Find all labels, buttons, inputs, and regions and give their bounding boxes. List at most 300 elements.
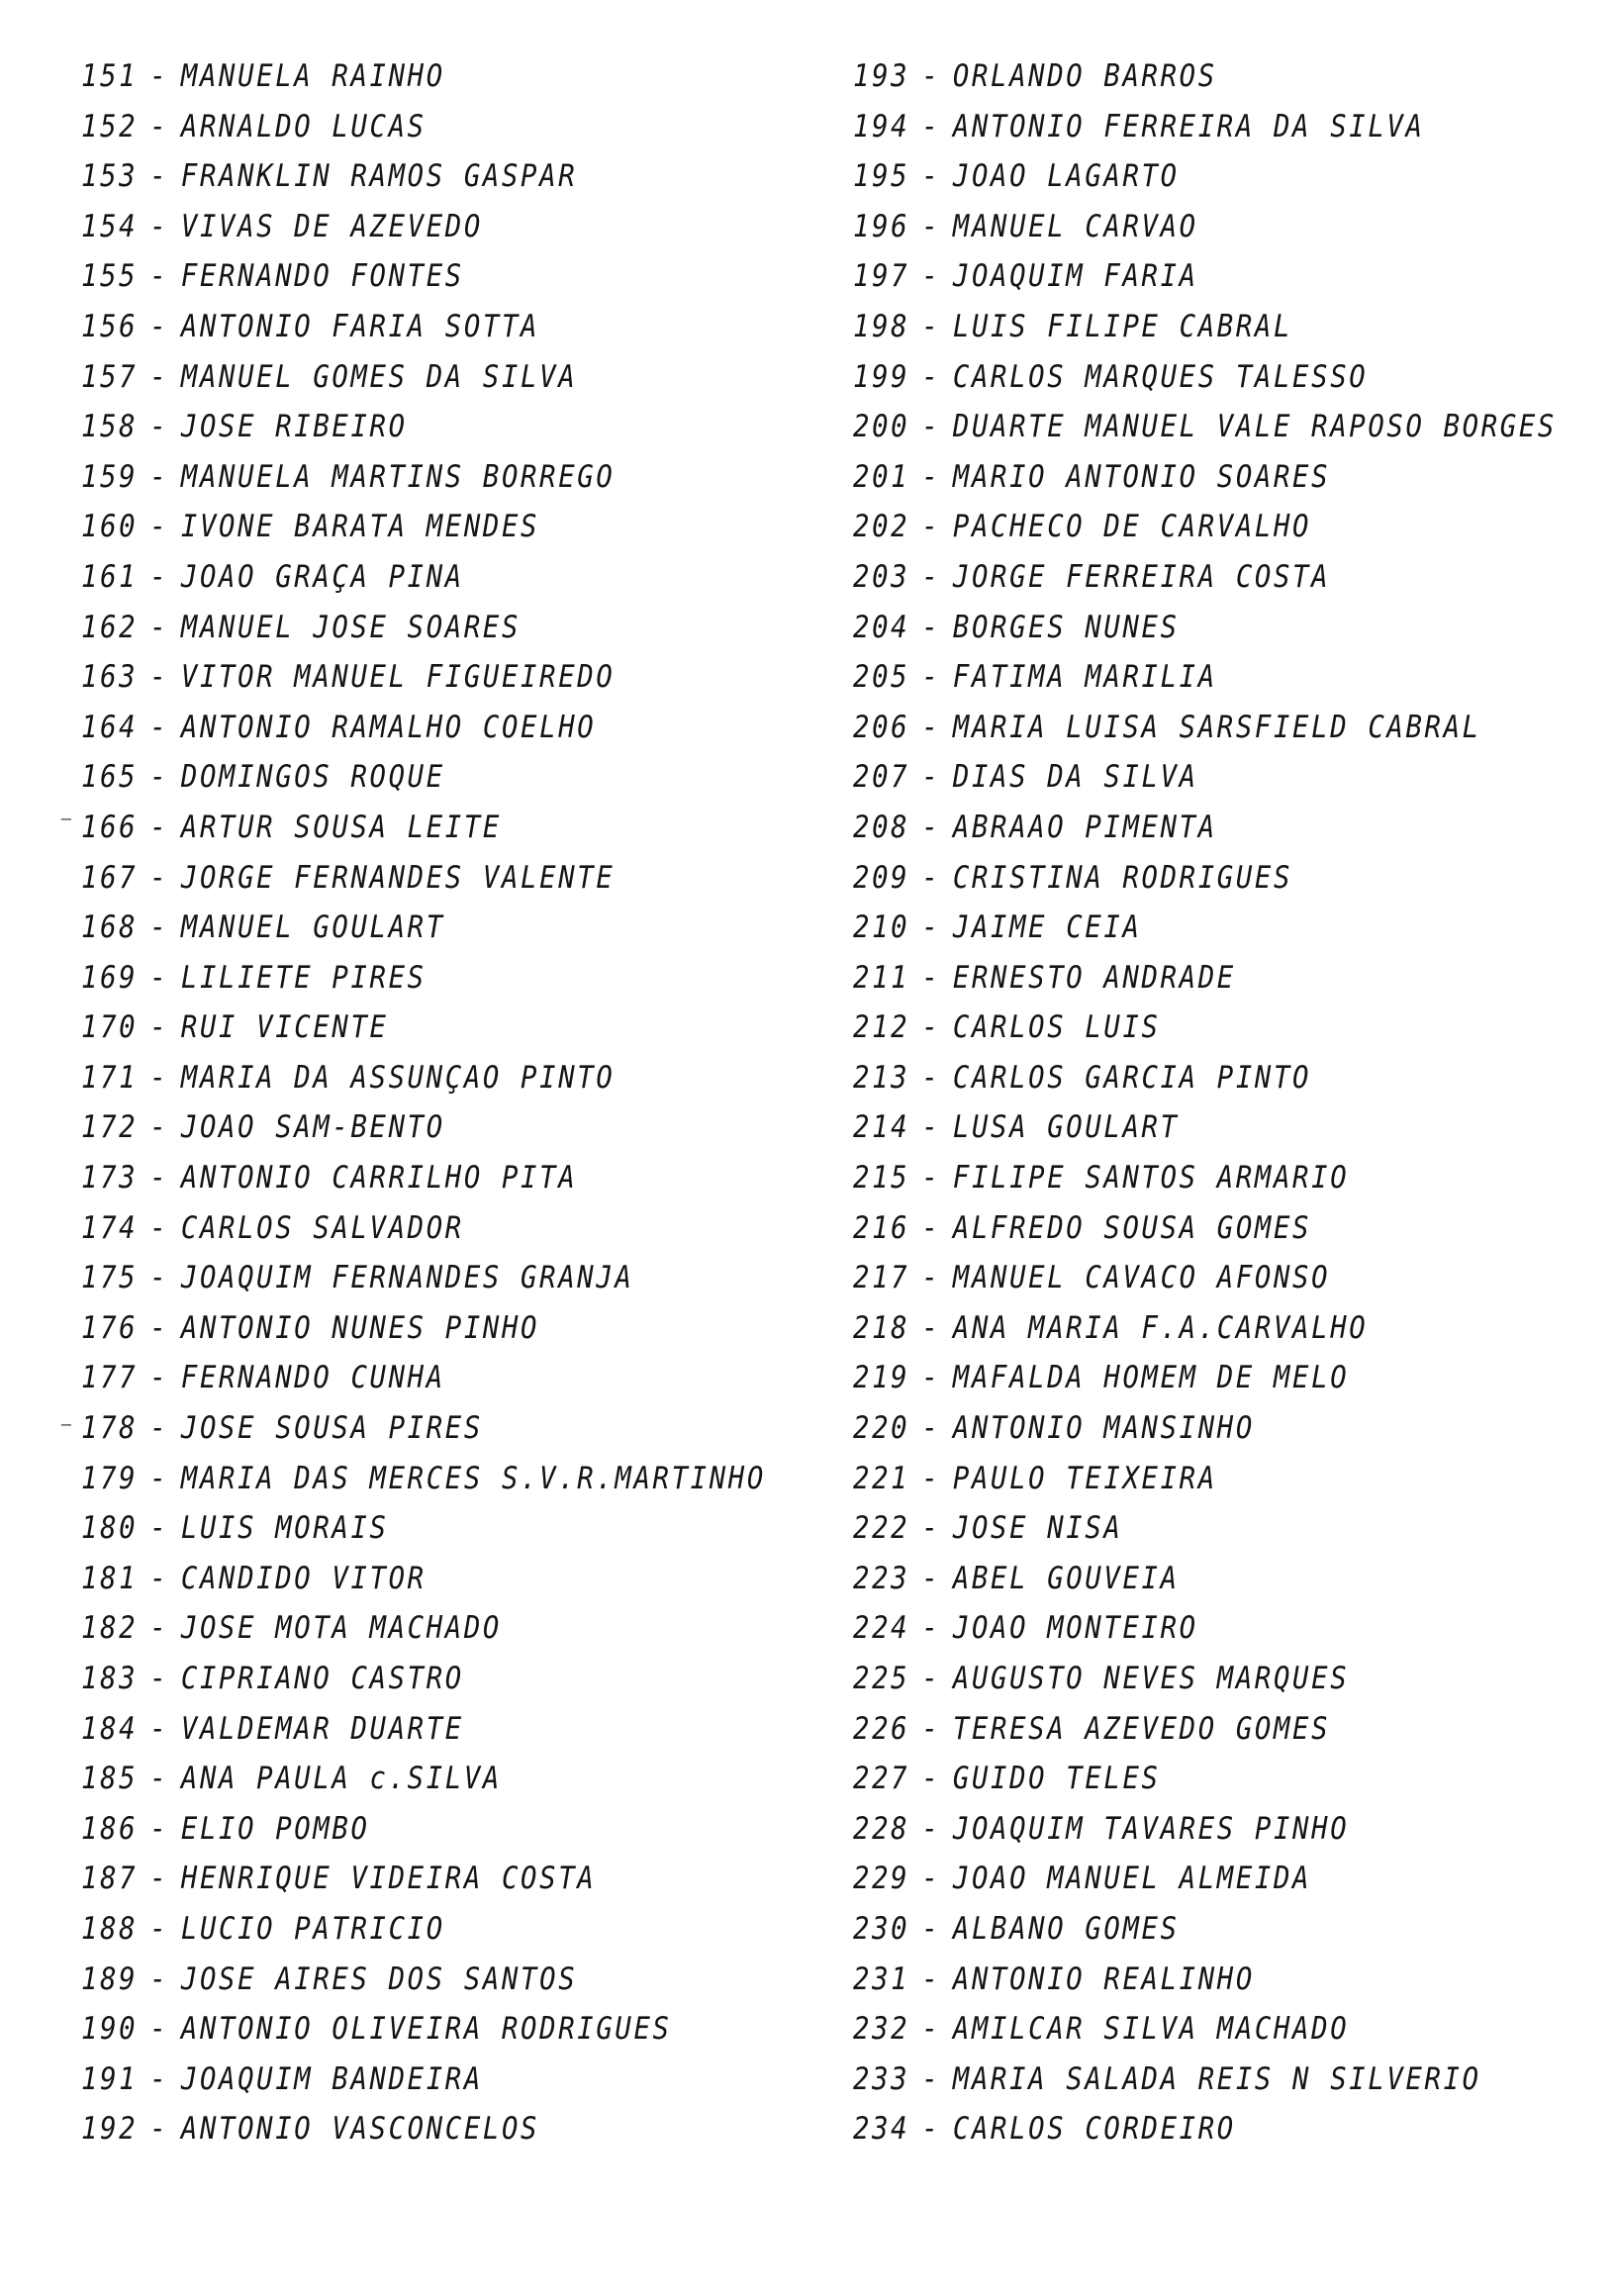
entry-number: 166 [81, 809, 139, 845]
list-item [853, 1955, 1524, 2005]
list-item [853, 1053, 1524, 1103]
entry-name: MANUELA MARTINS BORREGO [180, 458, 616, 495]
entry-name: LUCIO PATRICIO [180, 1910, 445, 1947]
entry-name: MANUEL JOSE SOARES [180, 609, 522, 645]
entry-number: 224 [853, 1610, 910, 1647]
entry-separator: - [921, 959, 941, 996]
entry-separator: - [921, 1861, 941, 1897]
entry-separator: - [149, 558, 169, 595]
entry-separator: - [921, 1460, 941, 1496]
entry-name: ARTUR SOUSA LEITE [180, 809, 502, 845]
entry-number: 154 [81, 208, 139, 244]
entry-separator: - [149, 1410, 169, 1447]
list-item [81, 1303, 760, 1354]
list-item [853, 953, 1524, 1004]
entry-separator: - [149, 809, 169, 845]
entry-separator: - [921, 1360, 941, 1396]
entry-number: 195 [853, 158, 910, 195]
entry-name: ERNESTO ANDRADE [952, 959, 1236, 996]
list-item [853, 51, 1524, 102]
entry-separator: - [921, 1961, 941, 1997]
entry-number: 185 [81, 1761, 139, 1797]
entry-name: VIVAS DE AZEVEDO [180, 208, 483, 244]
entry-separator: - [149, 1309, 169, 1346]
list-item [853, 1102, 1524, 1153]
entry-number: 156 [81, 308, 139, 344]
list-item [853, 853, 1524, 904]
entry-separator: - [149, 458, 169, 495]
entry-number: 183 [81, 1661, 139, 1696]
entry-name: JOSE NISA [952, 1510, 1123, 1547]
list-item [81, 603, 760, 653]
entry-name: JORGE FERNANDES VALENTE [180, 859, 616, 896]
entry-number: 187 [81, 1861, 139, 1897]
entry-name: CANDIDO VITOR [180, 1560, 427, 1596]
entry-separator: - [149, 1761, 169, 1797]
entry-separator: - [921, 2111, 941, 2148]
right-name-list [853, 51, 1615, 2154]
entry-name: TERESA AZEVEDO GOMES [952, 1710, 1331, 1747]
entry-separator: - [149, 709, 169, 745]
list-item [81, 1053, 760, 1103]
list-item [853, 151, 1524, 202]
entry-separator: - [921, 909, 941, 946]
entry-separator: - [921, 458, 941, 495]
entry-name: ELIO POMBO [180, 1810, 370, 1847]
entry-separator: - [149, 759, 169, 796]
list-item [81, 1403, 760, 1454]
entry-name: MARIO ANTONIO SOARES [952, 458, 1331, 495]
entry-number: 172 [81, 1109, 139, 1146]
entry-number: 220 [853, 1410, 910, 1447]
entry-name: GUIDO TELES [952, 1761, 1161, 1797]
list-item [81, 1203, 760, 1254]
list-item [81, 1754, 760, 1804]
entry-number: 222 [853, 1510, 910, 1547]
entry-name: JOAO MANUEL ALMEIDA [952, 1861, 1312, 1897]
entry-name: ALBANO GOMES [952, 1910, 1180, 1947]
entry-number: 205 [853, 659, 910, 696]
entry-separator: - [149, 1810, 169, 1847]
list-item [853, 603, 1524, 653]
entry-separator: - [149, 2111, 169, 2148]
entry-separator: - [149, 609, 169, 645]
entry-separator: - [149, 358, 169, 395]
entry-name: IVONE BARATA MENDES [180, 509, 540, 545]
entry-number: 230 [853, 1910, 910, 1947]
list-item [853, 1904, 1524, 1955]
list-item [853, 1253, 1524, 1303]
entry-separator: - [149, 1661, 169, 1696]
entry-name: RUI VICENTE [180, 1009, 389, 1046]
list-item [81, 102, 760, 152]
list-item [81, 1003, 760, 1053]
entry-name: CARLOS SALVADOR [180, 1209, 464, 1246]
entry-name: JOAO SAM-BENTO [180, 1109, 445, 1146]
list-item [853, 552, 1524, 603]
entry-separator: - [921, 208, 941, 244]
entry-name: JOSE MOTA MACHADO [180, 1610, 502, 1647]
entry-number: 190 [81, 2011, 139, 2048]
entry-number: 197 [853, 258, 910, 295]
entry-number: 218 [853, 1309, 910, 1346]
entry-number: 174 [81, 1209, 139, 1246]
entry-name: MAFALDA HOMEM DE MELO [952, 1360, 1350, 1396]
entry-name: CARLOS CORDEIRO [952, 2111, 1236, 2148]
entry-number: 175 [81, 1260, 139, 1296]
list-item [853, 1403, 1524, 1454]
entry-number: 181 [81, 1560, 139, 1596]
entry-name: ANTONIO OLIVEIRA RODRIGUES [180, 2011, 672, 2048]
entry-name: CARLOS GARCIA PINTO [952, 1059, 1312, 1096]
pen-mark: ⁻ [59, 1415, 73, 1445]
entry-number: 161 [81, 558, 139, 595]
entry-name: ABRAAO PIMENTA [952, 809, 1217, 845]
entry-name: PACHECO DE CARVALHO [952, 509, 1312, 545]
entry-number: 226 [853, 1710, 910, 1747]
entry-number: 184 [81, 1710, 139, 1747]
entry-number: 152 [81, 108, 139, 144]
entry-name: HENRIQUE VIDEIRA COSTA [180, 1861, 597, 1897]
entry-name: JOAO MONTEIRO [952, 1610, 1198, 1647]
entry-number: 210 [853, 909, 910, 946]
entry-separator: - [921, 1009, 941, 1046]
entry-name: MANUEL GOULART [180, 909, 445, 946]
entry-number: 188 [81, 1910, 139, 1947]
entry-number: 167 [81, 859, 139, 896]
list-item [81, 1654, 760, 1704]
entry-separator: - [149, 1710, 169, 1747]
entry-number: 219 [853, 1360, 910, 1396]
list-item [853, 502, 1524, 552]
list-item [853, 1503, 1524, 1554]
list-item [853, 1654, 1524, 1704]
entry-separator: - [149, 1861, 169, 1897]
entry-name: MARIA LUISA SARSFIELD CABRAL [952, 709, 1481, 745]
list-item [853, 652, 1524, 703]
list-item [853, 302, 1524, 352]
list-item [81, 2055, 760, 2105]
entry-separator: - [149, 409, 169, 445]
list-item [853, 1153, 1524, 1203]
list-item [853, 1303, 1524, 1354]
entry-separator: - [921, 1160, 941, 1196]
entry-name: CIPRIANO CASTRO [180, 1661, 464, 1696]
entry-separator: - [921, 308, 941, 344]
list-item [853, 452, 1524, 503]
entry-number: 162 [81, 609, 139, 645]
entry-name: DUARTE MANUEL VALE RAPOSO BORGES [952, 409, 1557, 445]
entry-name: ANTONIO VASCONCELOS [180, 2111, 540, 2148]
entry-separator: - [921, 1761, 941, 1797]
entry-separator: - [921, 108, 941, 144]
entry-number: 211 [853, 959, 910, 996]
list-item [81, 1253, 760, 1303]
entry-number: 227 [853, 1761, 910, 1797]
entry-number: 228 [853, 1810, 910, 1847]
list-item [81, 1854, 760, 1904]
list-item [853, 1603, 1524, 1654]
entry-name: JOSE RIBEIRO [180, 409, 408, 445]
entry-name: MARIA SALADA REIS N SILVERIO [952, 2060, 1481, 2097]
entry-name: ANTONIO REALINHO [952, 1961, 1255, 1997]
list-item [853, 1804, 1524, 1855]
entry-number: 203 [853, 558, 910, 595]
entry-name: ANTONIO CARRILHO PITA [180, 1160, 578, 1196]
entry-name: CARLOS LUIS [952, 1009, 1161, 1046]
list-item [853, 803, 1524, 853]
entry-name: AUGUSTO NEVES MARQUES [952, 1661, 1350, 1696]
list-item [81, 752, 760, 803]
entry-name: MARIA DA ASSUNÇAO PINTO [180, 1059, 616, 1096]
list-item [81, 652, 760, 703]
entry-separator: - [149, 1560, 169, 1596]
list-item [853, 1704, 1524, 1755]
entry-separator: - [921, 158, 941, 195]
entry-number: 208 [853, 809, 910, 845]
entry-number: 160 [81, 509, 139, 545]
entry-number: 196 [853, 208, 910, 244]
entry-name: MANUEL CAVACO AFONSO [952, 1260, 1331, 1296]
entry-separator: - [149, 509, 169, 545]
entry-name: JOSE SOUSA PIRES [180, 1410, 483, 1447]
entry-name: VALDEMAR DUARTE [180, 1710, 464, 1747]
entry-separator: - [149, 308, 169, 344]
entry-separator: - [149, 909, 169, 946]
entry-separator: - [149, 258, 169, 295]
list-item [81, 402, 760, 452]
list-item [81, 1353, 760, 1403]
entry-name: ANTONIO RAMALHO COELHO [180, 709, 597, 745]
list-item [81, 2004, 760, 2055]
list-item [81, 51, 760, 102]
list-item [81, 151, 760, 202]
entry-separator: - [149, 659, 169, 696]
entry-number: 186 [81, 1810, 139, 1847]
entry-name: JOAQUIM BANDEIRA [180, 2060, 483, 2097]
entry-name: ANTONIO MANSINHO [952, 1410, 1255, 1447]
entry-separator: - [149, 959, 169, 996]
entry-number: 217 [853, 1260, 910, 1296]
entry-separator: - [921, 1810, 941, 1847]
entry-separator: - [149, 859, 169, 896]
entry-separator: - [921, 1510, 941, 1547]
list-item [81, 2104, 760, 2154]
entry-number: 201 [853, 458, 910, 495]
entry-number: 233 [853, 2060, 910, 2097]
list-item [853, 1854, 1524, 1904]
entry-name: MANUELA RAINHO [180, 58, 445, 94]
entry-separator: - [921, 1260, 941, 1296]
entry-number: 204 [853, 609, 910, 645]
list-item [81, 703, 760, 753]
entry-separator: - [149, 2011, 169, 2048]
entry-name: FERNANDO FONTES [180, 258, 464, 295]
list-item [853, 1554, 1524, 1604]
entry-separator: - [149, 1510, 169, 1547]
list-item [853, 1754, 1524, 1804]
entry-name: LUIS FILIPE CABRAL [952, 308, 1293, 344]
entry-separator: - [921, 1410, 941, 1447]
entry-separator: - [149, 208, 169, 244]
entry-number: 213 [853, 1059, 910, 1096]
entry-number: 234 [853, 2111, 910, 2148]
list-item [81, 803, 760, 853]
entry-name: JOAQUIM FERNANDES GRANJA [180, 1260, 634, 1296]
entry-number: 194 [853, 108, 910, 144]
entry-name: VITOR MANUEL FIGUEIREDO [180, 659, 616, 696]
entry-name: MANUEL CARVAO [952, 208, 1198, 244]
list-item [853, 1003, 1524, 1053]
entry-number: 229 [853, 1861, 910, 1897]
list-item [853, 1454, 1524, 1504]
list-item [853, 2104, 1524, 2154]
entry-name: ANTONIO FERREIRA DA SILVA [952, 108, 1425, 144]
entry-separator: - [149, 1109, 169, 1146]
entry-number: 176 [81, 1309, 139, 1346]
entry-number: 192 [81, 2111, 139, 2148]
entry-number: 168 [81, 909, 139, 946]
entry-separator: - [921, 609, 941, 645]
list-item [81, 1704, 760, 1755]
entry-separator: - [149, 1260, 169, 1296]
entry-number: 200 [853, 409, 910, 445]
pen-mark: ⁻ [59, 810, 73, 839]
entry-name: MANUEL GOMES DA SILVA [180, 358, 578, 395]
entry-number: 165 [81, 759, 139, 796]
entry-name: LUSA GOULART [952, 1109, 1180, 1146]
entry-separator: - [921, 1109, 941, 1146]
entry-separator: - [149, 1209, 169, 1246]
entry-separator: - [921, 1309, 941, 1346]
entry-number: 173 [81, 1160, 139, 1196]
entry-separator: - [921, 358, 941, 395]
entry-number: 163 [81, 659, 139, 696]
entry-number: 178 [81, 1410, 139, 1447]
entry-name: ANTONIO NUNES PINHO [180, 1309, 540, 1346]
entry-number: 169 [81, 959, 139, 996]
entry-name: FRANKLIN RAMOS GASPAR [180, 158, 578, 195]
list-item [853, 1203, 1524, 1254]
list-item [853, 102, 1524, 152]
list-item [853, 352, 1524, 403]
list-item [81, 1102, 760, 1153]
list-item [81, 1603, 760, 1654]
entry-separator: - [921, 409, 941, 445]
entry-separator: - [149, 1059, 169, 1096]
list-item [81, 352, 760, 403]
entry-number: 157 [81, 358, 139, 395]
entry-number: 158 [81, 409, 139, 445]
entry-name: FATIMA MARILIA [952, 659, 1217, 696]
entry-number: 232 [853, 2011, 910, 2048]
list-item [81, 953, 760, 1004]
entry-separator: - [921, 509, 941, 545]
entry-separator: - [921, 709, 941, 745]
entry-separator: - [921, 558, 941, 595]
entry-number: 191 [81, 2060, 139, 2097]
entry-separator: - [149, 1460, 169, 1496]
entry-number: 177 [81, 1360, 139, 1396]
list-item [81, 1503, 760, 1554]
entry-number: 180 [81, 1510, 139, 1547]
entry-number: 170 [81, 1009, 139, 1046]
entry-number: 214 [853, 1109, 910, 1146]
entry-number: 215 [853, 1160, 910, 1196]
entry-number: 164 [81, 709, 139, 745]
entry-name: JORGE FERREIRA COSTA [952, 558, 1331, 595]
list-item [81, 1804, 760, 1855]
entry-name: ANA MARIA F.A.CARVALHO [952, 1309, 1369, 1346]
entry-number: 231 [853, 1961, 910, 1997]
list-item [81, 1554, 760, 1604]
entry-number: 207 [853, 759, 910, 796]
entry-separator: - [921, 1560, 941, 1596]
entry-name: ANTONIO FARIA SOTTA [180, 308, 540, 344]
entry-separator: - [149, 1910, 169, 1947]
list-item [853, 402, 1557, 452]
entry-separator: - [149, 58, 169, 94]
entry-separator: - [921, 859, 941, 896]
entry-name: BORGES NUNES [952, 609, 1180, 645]
list-item [81, 202, 760, 252]
entry-number: 182 [81, 1610, 139, 1647]
list-item [81, 552, 760, 603]
entry-number: 159 [81, 458, 139, 495]
entry-separator: - [149, 2060, 169, 2097]
entry-number: 209 [853, 859, 910, 896]
entry-separator: - [921, 1661, 941, 1696]
entry-separator: - [149, 1160, 169, 1196]
entry-name: ALFREDO SOUSA GOMES [952, 1209, 1312, 1246]
entry-name: LILIETE PIRES [180, 959, 427, 996]
entry-number: 153 [81, 158, 139, 195]
entry-name: ABEL GOUVEIA [952, 1560, 1180, 1596]
entry-number: 199 [853, 358, 910, 395]
entry-separator: - [149, 1961, 169, 1997]
list-item [81, 1955, 760, 2005]
entry-number: 198 [853, 308, 910, 344]
entry-name: ORLANDO BARROS [952, 58, 1217, 94]
entry-separator: - [149, 158, 169, 195]
entry-separator: - [921, 258, 941, 295]
entry-name: FERNANDO CUNHA [180, 1360, 445, 1396]
entry-number: 221 [853, 1460, 910, 1496]
list-item [853, 202, 1524, 252]
list-item [81, 853, 760, 904]
entry-name: FILIPE SANTOS ARMARIO [952, 1160, 1350, 1196]
entry-name: PAULO TEIXEIRA [952, 1460, 1217, 1496]
entry-number: 193 [853, 58, 910, 94]
entry-name: DOMINGOS ROQUE [180, 759, 445, 796]
entry-number: 216 [853, 1209, 910, 1246]
entry-name: JOAQUIM TAVARES PINHO [952, 1810, 1350, 1847]
list-item [853, 752, 1524, 803]
entry-number: 171 [81, 1059, 139, 1096]
list-item [81, 1454, 766, 1504]
entry-separator: - [921, 2060, 941, 2097]
entry-number: 179 [81, 1460, 139, 1496]
entry-number: 223 [853, 1560, 910, 1596]
entry-separator: - [921, 58, 941, 94]
left-name-list [81, 51, 853, 2154]
entry-number: 202 [853, 509, 910, 545]
entry-name: JOAO LAGARTO [952, 158, 1180, 195]
entry-separator: - [921, 1910, 941, 1947]
entry-separator: - [921, 1710, 941, 1747]
entry-name: DIAS DA SILVA [952, 759, 1198, 796]
entry-name: CRISTINA RODRIGUES [952, 859, 1293, 896]
